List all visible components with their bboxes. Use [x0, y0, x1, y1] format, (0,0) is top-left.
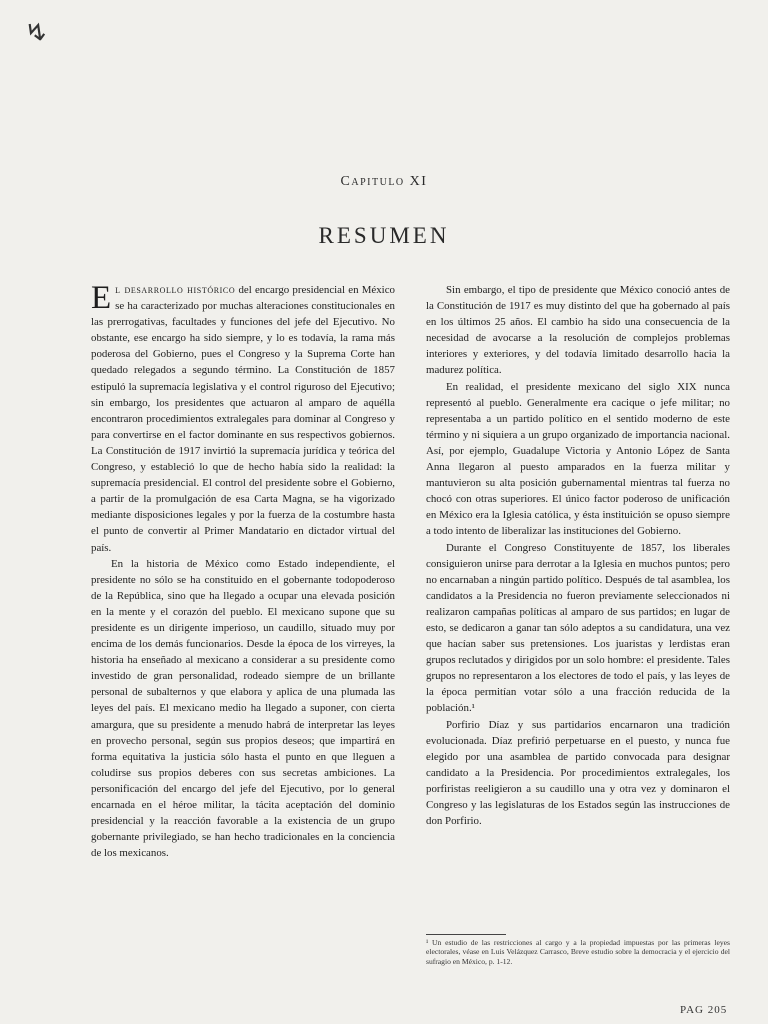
- left-paragraph-1-text: del encargo presidencial en México se ha caracterizado por muchas alteraciones constitucionales en las prerrogativas, facultades y funciones del jefe del Ejecutivo. No obstante, ese encargo ha sido siempre, y lo es todavía, la rama más poderosa del Gobierno, pues el Congreso y la Suprema Corte han quedado relegados a segundo término. La Constitución de 1857 estipuló la supremacía legislativa y el control riguroso del Ejecutivo; sin embargo, los presidentes que actuaron al amparo de aquélla encontraron procedimientos extralegales para dominar al Congreso y para convertirse en el factor dominante en sus respectivos gobiernos. La Constitución de 1917 invirtió la supremacía jurídica y teórica del Congreso, y estableció lo que de hecho había sido la realidad: la supremacía presidencial. El control del presidente sobre el Gobierno, a partir de la promulgación de esa Carta Magna, se ha vigorizado mediante disposiciones legales y por la fuerza de la costumbre hasta el punto de convertir al Primer Mandatario en dictador virtual del país.: [91, 284, 395, 554]
- right-paragraph-1: Sin embargo, el tipo de presidente que México conoció antes de la Constitución de 1917 es muy distinto del que ha gobernado al país en los últimos 25 años. El cambio ha sido una consecuencia de la necesidad de avocarse a la resolución de complejos problemas interiores y exteriores, y del todavía limitado desarrollo hacia la madurez política.: [426, 284, 730, 377]
- drop-cap: E: [91, 280, 112, 316]
- right-paragraph-4: Porfirio Díaz y sus partidarios encarnaron una tradición evolucionada. Díaz prefirió perpetuarse en el puesto, y nunca fue elegido por una asamblea de partido convocada para designar candidato a la Presidencia. Por procedimientos extralegales, los porfiristas reeligieron a su caudillo una y otra vez y dominaron el Congreso y las legislaturas de los Estados según las instrucciones de don Porfirio.: [426, 718, 730, 828]
- page-number: PAG 205: [680, 1004, 728, 1016]
- corner-scribble: ↯: [21, 15, 52, 51]
- left-paragraph-2: En la historia de México como Estado independiente, el presidente no sólo se ha constituido en el gobernante todopoderoso de la República, sino que ha llegado a ocupar una elevada posición en la mente y el corazón del pueblo. El mexicano supone que su presidente es un dirigente imperioso, un caudillo, situado muy por encima de los demás funcionarios. Desde la época de los virreyes, la historia ha enseñado al mexicano a considerar a su presidente como investido de gran personalidad, rodeado siempre de un brillante personal de subalternos y que elabora y aplica de una plumada las leyes del país. El mexicano medio ha llegado a suponer, con cierta amargura, que su presidente a menudo habrá de interpretar las leyes en provecho personal, según sus propios deseos; que impartirá en forma equitativa la justicia sólo hasta el punto en que lleguen a coludirse sus propios deberes con sus secretas ambiciones. La personificación del encargo del jefe del Ejecutivo, por lo general encarnada en el héroe militar, la tácita aceptación del dominio presidencial y la reacción favorable a la existencia de un grupo gobernante privilegiado, se han hecho tradicionales en la conciencia de los mexicanos.: [91, 557, 395, 860]
- footnote: ¹ Un estudio de las restricciones al cargo y a la propiedad impuestas por las primeras leyes electorales, véase en Luis Velázquez Carrasco, Breve estudio sobre la democracia y el ejercicio del sufragio en México, p. 1-12.: [426, 938, 730, 966]
- left-paragraph-1: [91, 282, 395, 556]
- left-column: [91, 282, 395, 861]
- footnote-rule: [426, 934, 506, 935]
- chapter-label: Capitulo XI: [340, 174, 428, 189]
- chapter-title: RESUMEN: [318, 223, 450, 249]
- right-column: [426, 282, 730, 829]
- lead-in-smallcaps: l desarrollo histórico: [115, 284, 236, 296]
- right-paragraph-3: Durante el Congreso Constituyente de 1857, los liberales consiguieron unirse para derrotar a la Iglesia en muchos puntos; pero no encarnaban a ningún partido político. Después de tal asamblea, los candidatos a la Presidencia no fueron previamente seleccionados ni realizaron campañas políticas al amparo de sus partidos; en lugar de esto, se dedicaron a ganar tan sólo adeptos a su candidatura, una vez que hacían saber sus pretensiones. Los juaristas y lerdistas eran grupos reclutados y dirigidos por un solo hombre: el presidente. Tales grupos no representaron a los electores de todo el país, y las leyes de la época permitían votar sólo a una fracción reducida de la población.¹: [426, 541, 730, 715]
- right-paragraph-2: En realidad, el presidente mexicano del siglo XIX nunca representó al pueblo. Generalmente era cacique o jefe militar; no representaba a un partido político en el sentido moderno de este término y ni siquiera a un grupo organizado de importancia nacional. Así, por ejemplo, Guadalupe Victoria y Antonio López de Santa Anna llegaron al puesto amparados en la fuerza militar y mantuvieron su alta posición gubernamental mientras tal fuerza no chocó con otras superiores. El único factor poderoso de unificación en México era la Iglesia católica, y ésta instituición se opuso siempre a todo intento de liberalizar las instituciones del Gobierno.: [426, 380, 730, 538]
